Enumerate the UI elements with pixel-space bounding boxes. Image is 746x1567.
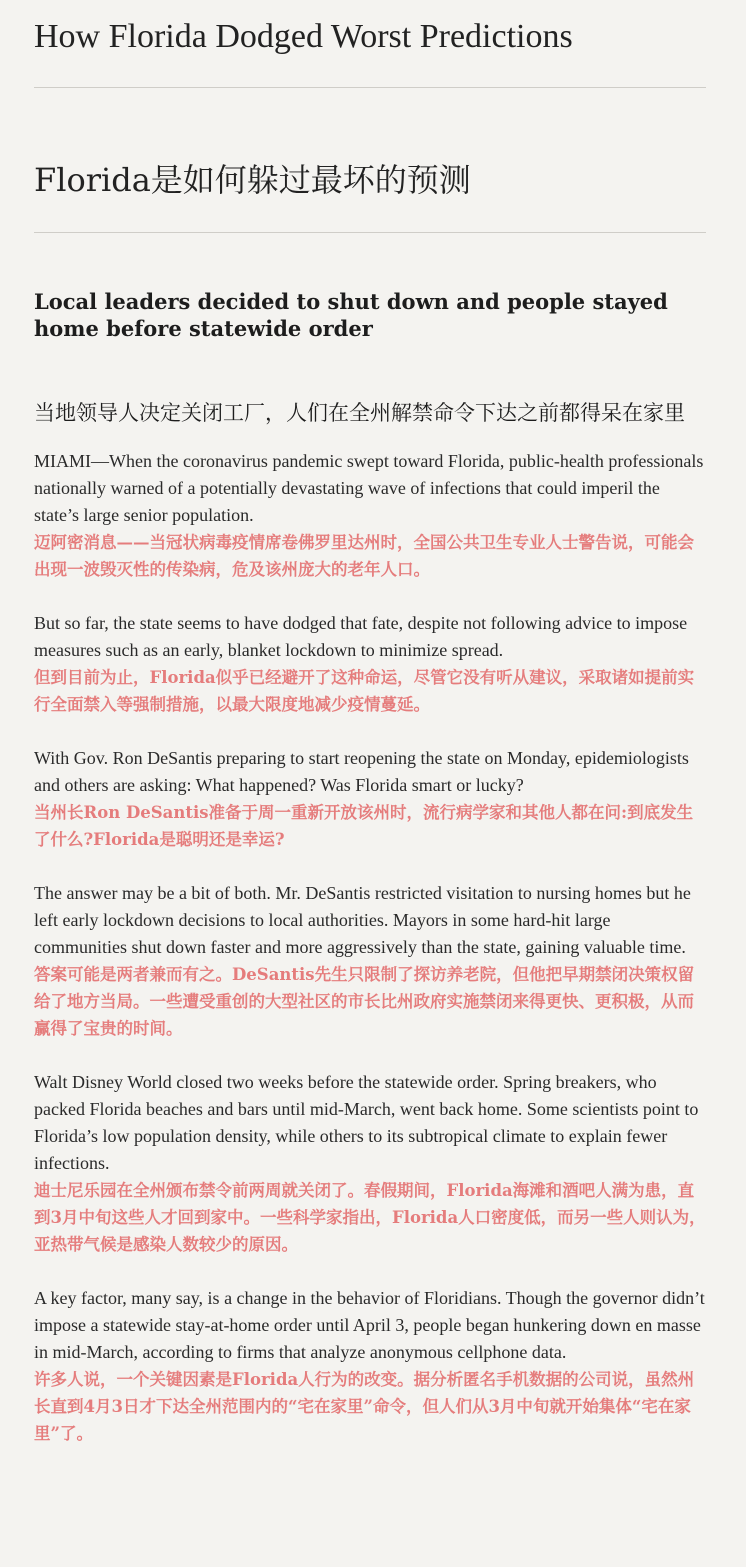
paragraph-zh: 但到目前为止，Florida似乎已经避开了这种命运，尽管它没有听从建议，采取诸如提前实行全面禁入等强制措施，以最大限度地减少疫情蔓延。 [34, 668, 695, 714]
paragraph-en: A key factor, many say, is a change in the behavior of Floridians. Though the governor didn’t impose a statewide stay-at-home order until April 3, people began hunkering down en masse in mid-March, according to firms that analyze anonymous cellphone data. [34, 1288, 705, 1362]
article-title-zh: Florida是如何躲过最坏的预测 [34, 161, 471, 199]
article-title-en: How Florida Dodged Worst Predictions [34, 18, 573, 55]
subheadline-zh: 当地领导人决定关闭工厂，人们在全州解禁命令下达之前都得呆在家里 [34, 401, 685, 425]
paragraph-pair [34, 1069, 706, 1258]
paragraph-pair [34, 610, 706, 718]
paragraph-en: The answer may be a bit of both. Mr. DeSantis restricted visitation to nursing homes but he left early lockdown decisions to local authorities. Mayors in some hard-hit large communities shut down faster and more aggressively than the state, gaining valuable time. [34, 883, 691, 957]
paragraph-pair [34, 880, 706, 1042]
paragraph-pair [34, 448, 706, 583]
subheadline-en: Local leaders decided to shut down and people stayed home before statewide order [34, 289, 668, 341]
paragraph-en: With Gov. Ron DeSantis preparing to start reopening the state on Monday, epidemiologists and others are asking: What happened? Was Florida smart or lucky? [34, 748, 689, 795]
article-body [34, 427, 706, 1447]
paragraph-zh: 答案可能是两者兼而有之。DeSantis先生只限制了探访养老院，但他把早期禁闭决策权留给了地方当局。一些遭受重创的大型社区的市长比州政府实施禁闭来得更快、更积极，从而赢得了宝贵的时间。 [34, 965, 695, 1038]
paragraph-zh: 许多人说，一个关键因素是Florida人行为的改变。据分析匿名手机数据的公司说，虽然州长直到4月3日才下达全州范围内的“宅在家里”命令，但人们从3月中旬就开始集体“宅在家里”了。 [34, 1370, 695, 1443]
paragraph-pair [34, 745, 706, 853]
paragraph-en: MIAMI—When the coronavirus pandemic swept toward Florida, public-health professionals nationally warned of a potentially devastating wave of infections that could imperil the state’s large senior population. [34, 451, 704, 525]
paragraph-zh: 当州长Ron DeSantis准备于周一重新开放该州时，流行病学家和其他人都在问:到底发生了什么?Florida是聪明还是幸运? [34, 803, 694, 849]
paragraph-zh: 迪士尼乐园在全州颁布禁令前两周就关闭了。春假期间，Florida海滩和酒吧人满为患，直到3月中旬这些人才回到家中。一些科学家指出，Florida人口密度低，而另一些人则认为，亚热带气候是感染人数较少的原因。 [34, 1181, 706, 1254]
paragraph-zh: 迈阿密消息——当冠状病毒疫情席卷佛罗里达州时，全国公共卫生专业人士警告说，可能会出现一波毁灭性的传染病，危及该州庞大的老年人口。 [34, 533, 694, 579]
paragraph-pair [34, 1285, 706, 1447]
paragraph-en: Walt Disney World closed two weeks before the statewide order. Spring breakers, who packed Florida beaches and bars until mid-March, went back home. Some scientists point to Florida’s low population density, while others to its subtropical climate to explain fewer infections. [34, 1072, 699, 1173]
paragraph-en: But so far, the state seems to have dodged that fate, despite not following advice to impose measures such as an early, blanket lockdown to minimize spread. [34, 613, 688, 660]
